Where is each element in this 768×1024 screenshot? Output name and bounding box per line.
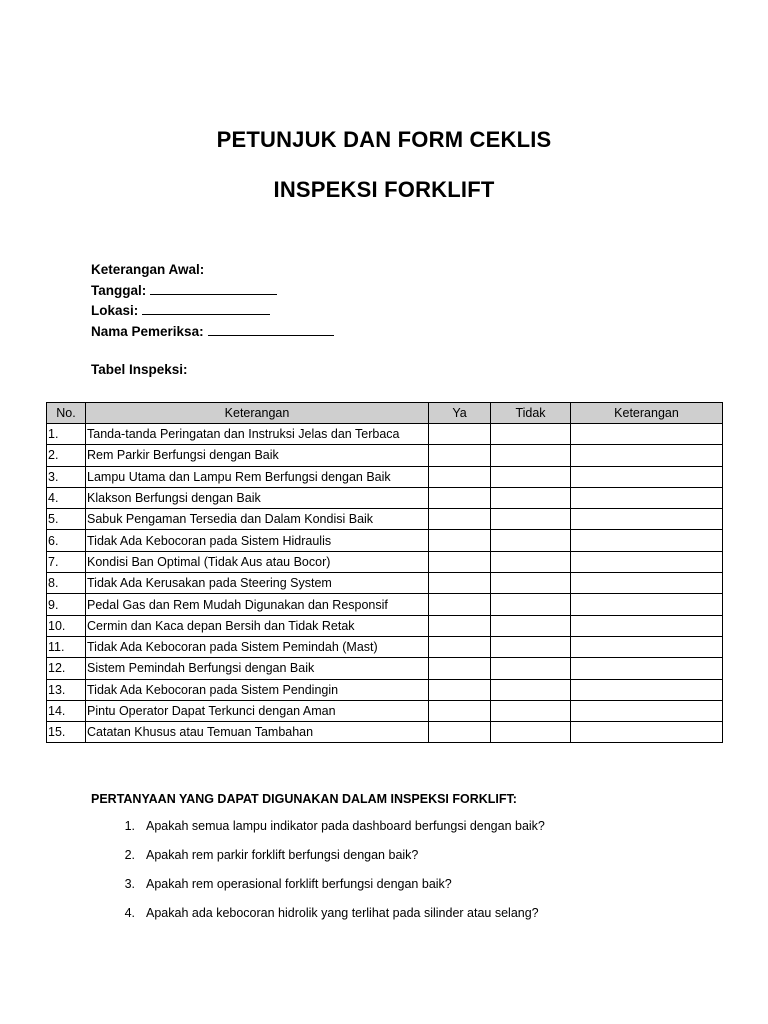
tanggal-line — [91, 281, 334, 302]
nama-pemeriksa-blank-field[interactable] — [208, 323, 334, 336]
table-row — [47, 509, 723, 530]
header-ya: Ya — [429, 403, 491, 424]
row-tidak-cell[interactable] — [491, 615, 571, 636]
row-item-description: Tidak Ada Kebocoran pada Sistem Pemindah (Mast) — [86, 636, 429, 657]
row-item-description: Pintu Operator Dapat Terkunci dengan Aman — [86, 700, 429, 721]
row-number: 7. — [47, 551, 86, 572]
row-tidak-cell[interactable] — [491, 509, 571, 530]
row-item-description: Sabuk Pengaman Tersedia dan Dalam Kondisi Baik — [86, 509, 429, 530]
question-item — [91, 877, 545, 906]
lokasi-line — [91, 301, 334, 322]
table-row — [47, 487, 723, 508]
question-item — [91, 906, 545, 935]
row-keterangan-cell[interactable] — [571, 615, 723, 636]
header-keterangan-item: Keterangan — [86, 403, 429, 424]
nama-pemeriksa-line — [91, 322, 334, 343]
document-title-line1: PETUNJUK DAN FORM CEKLIS — [216, 127, 552, 152]
row-keterangan-cell[interactable] — [571, 700, 723, 721]
header-tidak: Tidak — [491, 403, 571, 424]
row-keterangan-cell[interactable] — [571, 424, 723, 445]
question-number: 1. — [124, 819, 135, 833]
row-item-description: Tidak Ada Kebocoran pada Sistem Pendingin — [86, 679, 429, 700]
row-keterangan-cell[interactable] — [571, 445, 723, 466]
row-ya-cell[interactable] — [429, 509, 491, 530]
table-row — [47, 700, 723, 721]
question-number: 2. — [124, 848, 135, 862]
row-item-description: Tanda-tanda Peringatan dan Instruksi Jelas dan Terbaca — [86, 424, 429, 445]
row-number: 15. — [47, 722, 86, 743]
row-number: 3. — [47, 466, 86, 487]
questions-heading: PERTANYAAN YANG DAPAT DIGUNAKAN DALAM INSPEKSI FORKLIFT: — [91, 792, 517, 806]
tanggal-blank-field[interactable] — [150, 282, 277, 295]
row-number: 8. — [47, 573, 86, 594]
lokasi-label: Lokasi: — [91, 303, 139, 318]
row-number: 14. — [47, 700, 86, 721]
row-tidak-cell[interactable] — [491, 551, 571, 572]
row-tidak-cell[interactable] — [491, 445, 571, 466]
table-body — [47, 424, 723, 743]
row-keterangan-cell[interactable] — [571, 658, 723, 679]
table-label: Tabel Inspeksi: — [91, 362, 188, 377]
row-tidak-cell[interactable] — [491, 424, 571, 445]
table-row — [47, 445, 723, 466]
table-row — [47, 658, 723, 679]
tanggal-label: Tanggal: — [91, 282, 147, 298]
nama-pemeriksa-label: Nama Pemeriksa: — [91, 323, 204, 339]
row-tidak-cell[interactable] — [491, 530, 571, 551]
row-keterangan-cell[interactable] — [571, 551, 723, 572]
row-ya-cell[interactable] — [429, 530, 491, 551]
row-number: 12. — [47, 658, 86, 679]
row-tidak-cell[interactable] — [491, 722, 571, 743]
row-keterangan-cell[interactable] — [571, 679, 723, 700]
table-row — [47, 551, 723, 572]
table-row — [47, 679, 723, 700]
row-tidak-cell[interactable] — [491, 466, 571, 487]
row-ya-cell[interactable] — [429, 424, 491, 445]
table-row — [47, 636, 723, 657]
initial-info-section — [91, 260, 334, 342]
table-row — [47, 466, 723, 487]
table-row — [47, 530, 723, 551]
row-keterangan-cell[interactable] — [571, 487, 723, 508]
row-item-description: Klakson Berfungsi dengan Baik — [86, 487, 429, 508]
table-row — [47, 722, 723, 743]
row-ya-cell[interactable] — [429, 700, 491, 721]
row-keterangan-cell[interactable] — [571, 466, 723, 487]
row-ya-cell[interactable] — [429, 679, 491, 700]
row-number: 9. — [47, 594, 86, 615]
header-no: No. — [47, 403, 86, 424]
table-row — [47, 573, 723, 594]
row-item-description: Catatan Khusus atau Temuan Tambahan — [86, 722, 429, 743]
question-number: 4. — [124, 906, 135, 920]
row-item-description: Tidak Ada Kerusakan pada Steering System — [86, 573, 429, 594]
table-row — [47, 594, 723, 615]
row-keterangan-cell[interactable] — [571, 722, 723, 743]
row-ya-cell[interactable] — [429, 594, 491, 615]
question-item — [91, 819, 545, 848]
row-keterangan-cell[interactable] — [571, 509, 723, 530]
row-tidak-cell[interactable] — [491, 658, 571, 679]
initial-info-heading: Keterangan Awal: — [91, 262, 205, 277]
row-number: 2. — [47, 445, 86, 466]
question-text: Apakah rem operasional forklift berfungsi dengan baik? — [146, 877, 452, 891]
row-ya-cell[interactable] — [429, 487, 491, 508]
row-item-description: Tidak Ada Kebocoran pada Sistem Hidraulis — [86, 530, 429, 551]
row-tidak-cell[interactable] — [491, 636, 571, 657]
lokasi-blank-field[interactable] — [142, 302, 270, 315]
row-item-description: Lampu Utama dan Lampu Rem Berfungsi dengan Baik — [86, 466, 429, 487]
row-item-description: Rem Parkir Berfungsi dengan Baik — [86, 445, 429, 466]
row-number: 13. — [47, 679, 86, 700]
question-text: Apakah ada kebocoran hidrolik yang terlihat pada silinder atau selang? — [146, 906, 539, 920]
row-ya-cell[interactable] — [429, 551, 491, 572]
table-row — [47, 615, 723, 636]
row-number: 1. — [47, 424, 86, 445]
row-tidak-cell[interactable] — [491, 594, 571, 615]
row-keterangan-cell[interactable] — [571, 594, 723, 615]
row-tidak-cell[interactable] — [491, 487, 571, 508]
document-title-line2: INSPEKSI FORKLIFT — [273, 177, 495, 202]
row-item-description: Pedal Gas dan Rem Mudah Digunakan dan Responsif — [86, 594, 429, 615]
header-keterangan-notes: Keterangan — [571, 403, 723, 424]
row-ya-cell[interactable] — [429, 573, 491, 594]
inspection-table — [46, 402, 723, 743]
row-ya-cell[interactable] — [429, 722, 491, 743]
row-number: 10. — [47, 615, 86, 636]
row-item-description: Kondisi Ban Optimal (Tidak Aus atau Bocor) — [86, 551, 429, 572]
row-item-description: Sistem Pemindah Berfungsi dengan Baik — [86, 658, 429, 679]
row-ya-cell[interactable] — [429, 636, 491, 657]
table-header-row — [47, 403, 723, 424]
row-ya-cell[interactable] — [429, 615, 491, 636]
row-number: 5. — [47, 509, 86, 530]
questions-list — [91, 819, 545, 935]
row-number: 4. — [47, 487, 86, 508]
table-row — [47, 424, 723, 445]
row-keterangan-cell[interactable] — [571, 636, 723, 657]
row-item-description: Cermin dan Kaca depan Bersih dan Tidak Retak — [86, 615, 429, 636]
question-item — [91, 848, 545, 877]
row-number: 6. — [47, 530, 86, 551]
row-keterangan-cell[interactable] — [571, 573, 723, 594]
row-tidak-cell[interactable] — [491, 573, 571, 594]
question-number: 3. — [124, 877, 135, 891]
question-text: Apakah semua lampu indikator pada dashboard berfungsi dengan baik? — [146, 819, 545, 833]
row-number: 11. — [47, 636, 86, 657]
row-ya-cell[interactable] — [429, 658, 491, 679]
question-text: Apakah rem parkir forklift berfungsi dengan baik? — [146, 848, 419, 862]
row-tidak-cell[interactable] — [491, 700, 571, 721]
row-tidak-cell[interactable] — [491, 679, 571, 700]
row-ya-cell[interactable] — [429, 445, 491, 466]
row-ya-cell[interactable] — [429, 466, 491, 487]
row-keterangan-cell[interactable] — [571, 530, 723, 551]
